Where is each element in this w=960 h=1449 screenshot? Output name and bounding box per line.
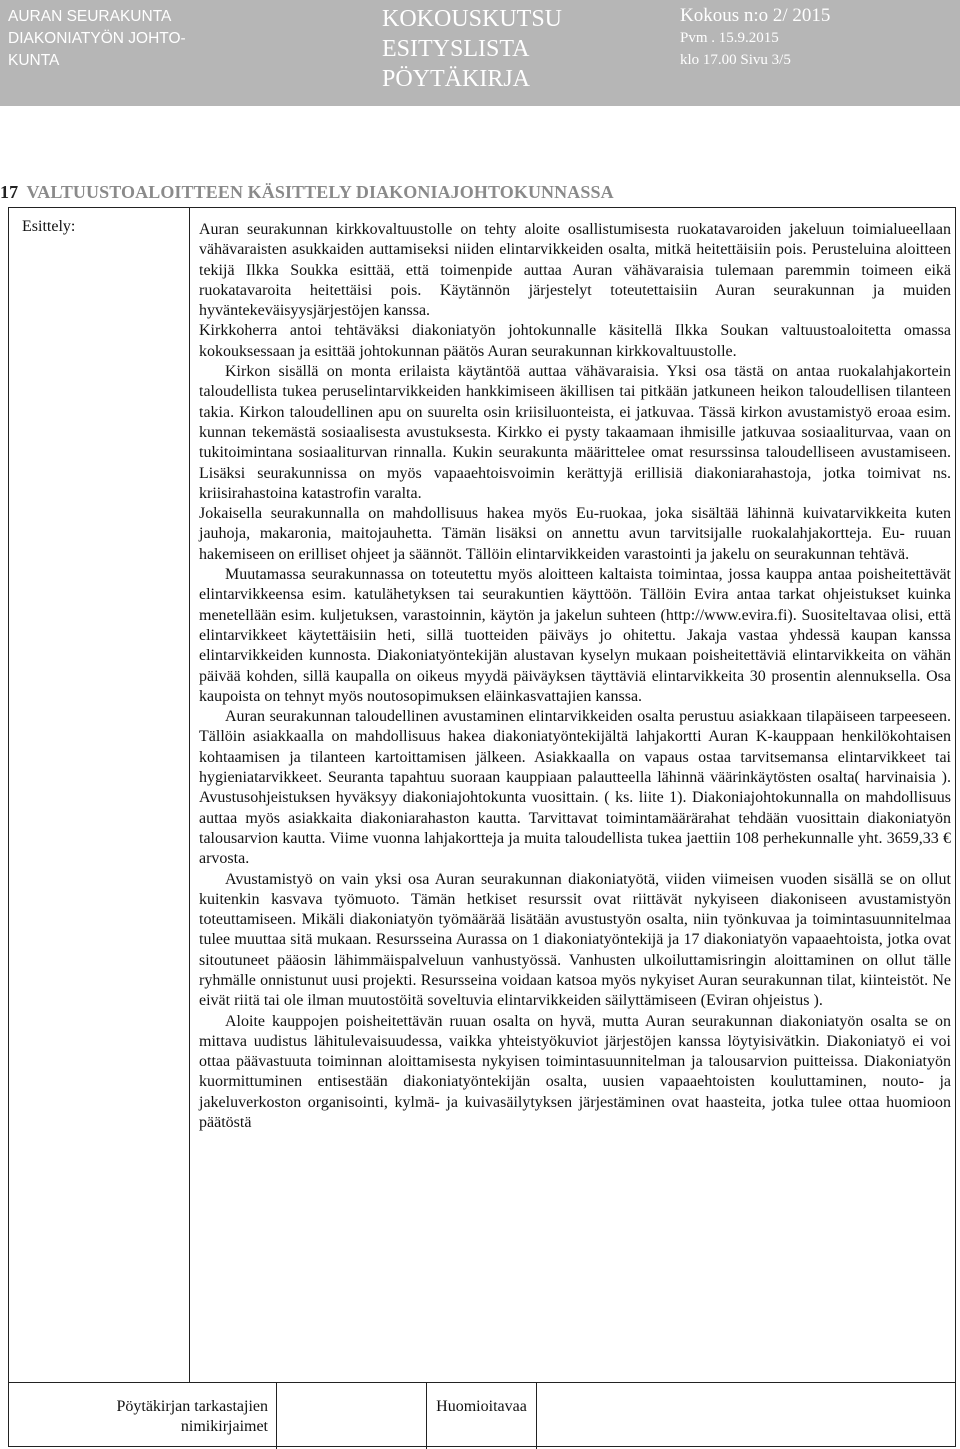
paragraph-resources: Avustamistyö on vain yksi osa Auran seurakunnan diakoniatyötä, viiden viimeisen vuoden sisällä se on ollut kuitenkin kasvava työmuoto. Tämän hetkiset resurssit ovat riittävät nykyiseen diakoniseen avustamistyön toteuttamiseen. Mikäli diakoniatyön työmäärää lisätään avustustyön osalta, niin työnkuvaa ja toimintasuunnitelmaa tulee muuttaa sitä mukaan. Resursseina Aurassa on 1 diakoniatyöntekijä ja 17 diakoniatyön vapaaehtoista, jotka ovat sitoutuneet pääosin lähimmäispalveluun vanhustyössä. Vanhusten ulkoiluttamisringin aloittaminen on ollut tälle ryhmälle onnistunut uusi projekti. Resursseina voidaan katsoa myös nykyiset Auran seurakunnan tilat, kiinteistöt. Ne eivät riitä tai ole ilman muutostöitä soveltuvia elintarvikkeiden säilyttämiseen (Eviran ohjeistus ). [199, 870, 951, 1010]
organization-cell [0, 0, 300, 106]
inspectors-label-line2: nimikirjaimet [180, 1418, 268, 1435]
paragraph-conclusion: Aloite kauppojen poisheitettävän ruuan osalta on hyvä, mutta Auran seurakunnan diakoniatyön osalta se on mittava uudistus lähitulevaisuudessa, vaikka yhteistyökuviot järjestöjen kanssa löytyisivätkin. Diakoniatyö ei voi ottaa päävastuuta toiminnan aloittamisesta nykyisen toimintasuunnitelman ja talousarvion puitteissa. Diakoniatyön kuormittuminen entisestään diakoniatyöntekijän osalta, uusien vapaaehtoisten kouluttaminen, nouto- ja jakeluverkoston organisointi, kylmä- ja kuivasäilytyksen järjestäminen ovat haasteita, jotka tulee ottaa huomioon päätöstä [199, 1012, 951, 1132]
meeting-date: Pvm . 15.9.2015 [680, 30, 779, 46]
initials-cell [277, 1383, 427, 1449]
doc-type-invitation: KOKOUSKUTSU [382, 6, 563, 32]
org-name-line2: DIAKONIATYÖN JOHTO- [8, 30, 186, 47]
doc-type-minutes: PÖYTÄKIRJA [382, 66, 531, 92]
body-text [199, 220, 951, 1133]
paragraph-aura-support: Auran seurakunnan taloudellinen avustaminen elintarvikkeiden osalta perustuu asiakkaan tilapäiseen tarpeeseen. Tällöin asiakkaalla on mahdollisuus hakea diakoniatyöntekijältä lahjakortti Auran K-kauppaan henkilökohtaisen kohtaamisen ja tilanteen kartoittamisen jälkeen. Asiakkaalla on vapaus ostaa tarvitsemansa elintarvikkeet tai hygieniatarvikkeet. Seuranta tapahtuu suoraan kauppiaan palautteella lähinnä väärinkäytösten osalta( harvinaisia ). Avustusohjeistuksen hyväksyy diakoniajohtokunta vuosittain. ( ks. liite 1). Diakoniajohtokunnalla on mahdollisuus auttaa myös asiakkaita diakoniarahaston kautta. Tarvittavat toimintamäärärahat tehdään vuosittain diakoniatyön talousarvion kautta. Viime vuonna lahjakortteja ja muita taloudellista tukea jaettiin 108 perhekunnalle yht. 3659,33 € arvosta. [199, 708, 951, 868]
doc-type-agenda: ESITYSLISTA [382, 36, 530, 62]
inspectors-label-line1: Pöytäkirjan tarkastajien [116, 1398, 268, 1415]
content-frame [8, 207, 956, 1447]
org-name-line1: AURAN SEURAKUNTA [8, 8, 172, 25]
section-number: 17 [0, 182, 19, 202]
inspectors-label-cell [9, 1383, 277, 1449]
paragraph-other-parishes: Muutamassa seurakunnassa on toteutettu myös aloitteen kaltaista toimintaa, jossa kauppa antaa poisheitettävät elintarvikkeensa esim. katulähetyksen tai seurakuntien käyttöön. Tällöin Evira antaa tarkat ohjeistukset kuinka menetellään esim. kuljetuksen, varastoinnin, käytön ja jakelun suhteen (http://www.evira.fi). Suositeltavaa olisi, että elintarvikkeet käytettäisiin heti, sillä tuotteiden päiväys jo ohitettu. Jakaja vastaa yhdessä kaupan kanssa elintarvikkeiden kunnosta. Diakoniatyöntekijän alustavan kyselyn mukaan poisheitettäviä elintarvikkeita on vähän päivää kohden, sillä kaupalla on oikeus myydä päiväyksen täyttäviä elintarvikkeita 30 prosentin alennuksella. Osa kaupoista on tehnyt myös noutosopimuksen eläinkasvattajien kanssa. [199, 566, 951, 705]
meeting-number: Kokous n:o 2/ 2015 [680, 5, 831, 26]
notes-cell [427, 1383, 537, 1449]
paragraph-church-practices: Kirkon sisällä on monta erilaista käytäntöä auttaa vähävaraisia. Yksi osa tästä on antaa ruokalahjakortein taloudellista tukea peruselintarvikkeiden hankkimiseen äkillisen tai pitkään jatkuneen heikon taloudellisen tilanteen takia. Kirkon taloudellinen apu on suurelta osin kriisiluonteista, ei jatkuvaa. Tässä kirkon avustamistyö eroaa esim. kunnan tekemästä sosiaalisesta avustuksesta. Kirkko ei pysty takaamaan ihmisille jatkuvaa sosiaaliturvaa, vaan on tukitoimintana sosiaaliturvan rinnalla. Kukin seurakunta määrittelee omat resurssinsa taloudelliseen avustamiseen. Lisäksi seurakunnissa on myös vapaaehtoisvoimin kerättyjä erillisiä diakoniarahastoja, jotka toimivat ns. kriisirahastoina katastrofin varalta. [199, 363, 951, 502]
section-title: VALTUUSTOALOITTEEN KÄSITTELY DIAKONIAJOHTOKUNNASSA [26, 182, 614, 202]
signature-footer [9, 1382, 955, 1449]
meeting-info-cell [660, 0, 960, 106]
doc-type-cell [300, 0, 660, 106]
label-column [9, 208, 190, 1382]
paragraph-eu-food: Jokaisella seurakunnalla on mahdollisuus hakea myös Eu-ruokaa, joka sisältää lähinnä kuivatarvikkeita kuten jauhoja, makaronia, maitojauhetta. Tämän lisäksi on annettu avun tarvitsijalle ruokalahjakortteja. Eu- ruuan hakemiseen on erilliset ohjeet ja säännöt. Tällöin elintarvikkeiden varastointi ja jakelu on seurakunnan tehtävä. [199, 505, 951, 563]
presentation-label: Esittely: [22, 218, 76, 235]
section-heading [0, 182, 614, 203]
meeting-time-page: klo 17.00 Sivu 3/5 [680, 52, 791, 68]
org-name-line3: KUNTA [8, 52, 60, 69]
document-header [0, 0, 960, 106]
paragraph-vicar: Kirkkoherra antoi tehtäväksi diakoniatyön johtokunnalle käsitellä Ilkka Soukan valtuustoaloitetta omassa kokouksessaan ja esittää johtokunnan päätös Auran seurakunnan kirkkovaltuustolle. [199, 322, 951, 360]
paragraph-initiative: Auran seurakunnan kirkkovaltuustolle on tehty aloite osallistumisesta ruokatavaroiden jakeluun toimialueellaan vähävaraisten asukkaiden auttamiseksi niiden elintarvikkeiden osalta, mitkä heitettäisiin pois. Perusteluina aloitteen tekijä Ilkka Soukka esittää, että toimenpide auttaa Auran vähävaraisia tulemaan paremmin toimeen eikä ruokatavaroita heitettäisi pois. Käytännön järjestelyt toteutettaisiin Auran seurakunnan ja muiden hyväntekeväisyysjärjestöjen kanssa. [199, 221, 951, 320]
notes-label: Huomioitavaa [436, 1398, 527, 1415]
